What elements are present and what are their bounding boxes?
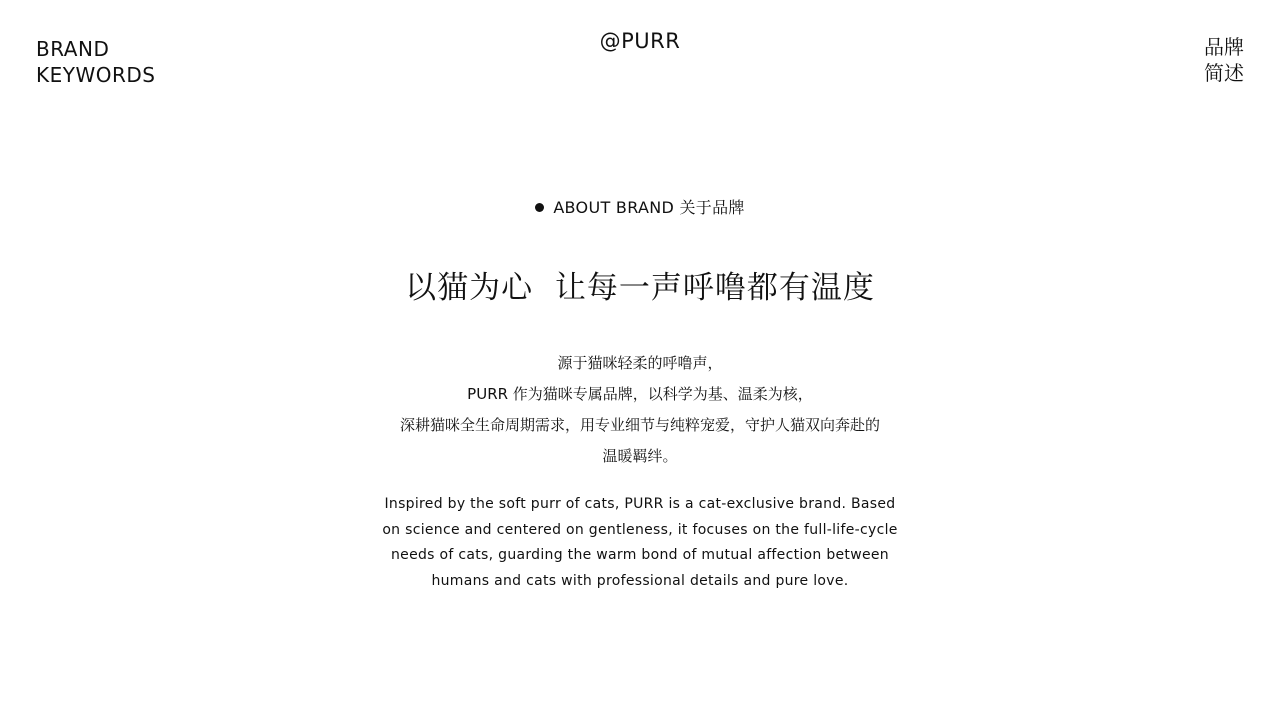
page-headline: 以猫为心 让每一声呼噜都有温度 [405, 270, 875, 306]
english-description [370, 492, 910, 594]
chinese-line-2: PURR 作为猫咪专属品牌，以科学为基、温柔为核， [467, 385, 813, 403]
chinese-description [340, 348, 940, 472]
chinese-line-3: 深耕猫咪全生命周期需求，用专业细节与纯粹宠爱，守护人猫双向奔赴的 [399, 416, 880, 434]
section-label-text: ABOUT BRAND 关于品牌 [553, 198, 745, 217]
bullet-dot-icon [535, 203, 544, 212]
brand-keywords-line-2: KEYWORDS [36, 63, 156, 87]
brand-keywords-line-1: BRAND [36, 37, 110, 61]
english-line-1: Inspired by the soft purr of cats, PURR is a cat-exclusive brand. Based [384, 496, 896, 512]
english-line-3: needs of cats, guarding the warm bond of mutual affection between [391, 547, 889, 563]
brand-handle: @PURR [599, 29, 681, 53]
english-line-2: on science and centered on gentleness, it focuses on the full-life-cycle [382, 521, 898, 538]
brand-summary-label [1204, 34, 1244, 86]
brand-summary-line-1: 品牌 [1204, 35, 1244, 59]
brand-summary-line-2: 简述 [1204, 61, 1244, 85]
chinese-line-4: 温暖羁绊。 [602, 447, 678, 465]
chinese-line-1: 源于猫咪轻柔的呼噜声， [557, 354, 723, 372]
english-line-4: humans and cats with professional details and pure love. [431, 572, 849, 589]
section-label [0, 197, 1280, 219]
